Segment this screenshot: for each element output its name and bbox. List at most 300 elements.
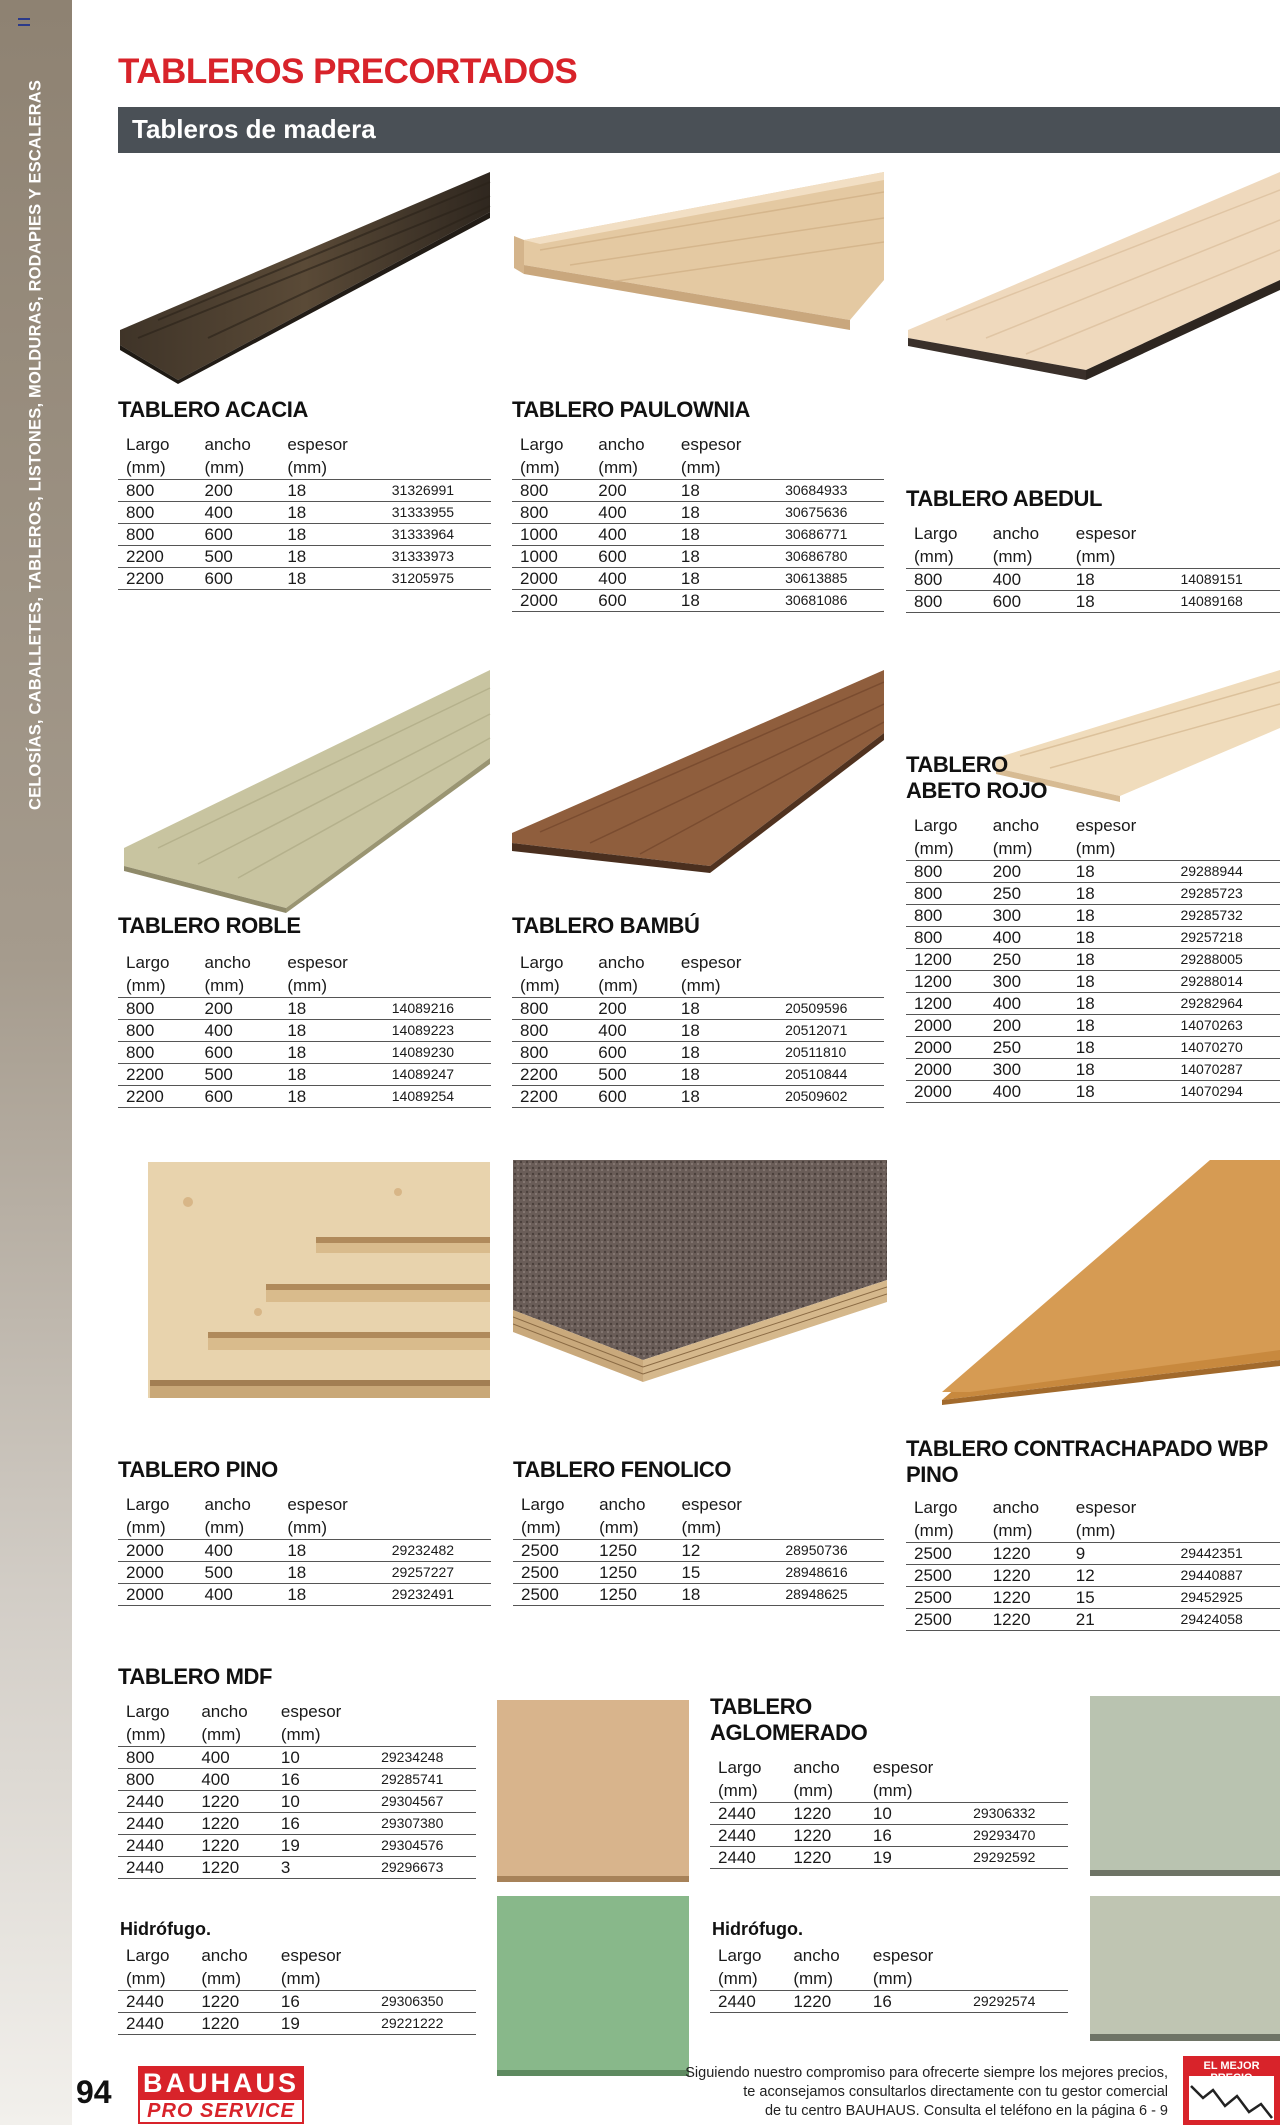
dimension-cell: 18 xyxy=(1068,1081,1173,1103)
reference-cell: 29285732 xyxy=(1172,905,1280,927)
reference-cell: 29304567 xyxy=(373,1791,476,1813)
table-row xyxy=(118,1562,491,1584)
dimension-cell: 18 xyxy=(673,568,777,590)
product-table xyxy=(118,1493,491,1606)
column-header: ancho xyxy=(793,1758,840,1777)
fenolico-board-image xyxy=(513,1160,887,1382)
dimension-cell: 1000 xyxy=(512,524,590,546)
dimension-cell: 1250 xyxy=(591,1540,673,1562)
dimension-cell: 18 xyxy=(279,1562,383,1584)
column-header: (mm) xyxy=(126,1518,166,1537)
dimension-cell: 15 xyxy=(1068,1587,1173,1609)
product-title: TABLERO CONTRACHAPADO WBP PINO xyxy=(906,1436,1268,1487)
column-header xyxy=(373,1723,476,1747)
best-price-badge xyxy=(1183,2056,1280,2125)
reference-cell: 20510844 xyxy=(777,1064,884,1086)
page-title: TABLEROS PRECORTADOS xyxy=(118,52,578,91)
dimension-cell: 250 xyxy=(985,1037,1068,1059)
table-row xyxy=(512,568,884,590)
table-row xyxy=(512,524,884,546)
dimension-cell: 400 xyxy=(985,1081,1068,1103)
column-header: Largo xyxy=(521,1495,565,1514)
dimension-cell: 800 xyxy=(512,502,590,524)
table-row xyxy=(118,998,491,1020)
dimension-cell: 600 xyxy=(197,568,280,590)
column-header: Largo xyxy=(914,816,958,835)
dimension-cell: 400 xyxy=(193,1769,273,1791)
dimension-cell: 400 xyxy=(590,524,673,546)
table-row xyxy=(512,1086,884,1108)
dimension-cell: 2440 xyxy=(118,1835,193,1857)
dimension-cell: 18 xyxy=(279,1042,383,1064)
product-abedul xyxy=(906,486,1280,613)
table-row xyxy=(906,1059,1280,1081)
column-header: espesor xyxy=(872,1946,934,1965)
column-header xyxy=(384,1493,491,1516)
dimension-cell: 1220 xyxy=(785,1847,865,1869)
reference-cell: 29285723 xyxy=(1172,883,1280,905)
dimension-cell: 600 xyxy=(197,1042,280,1064)
dimension-cell: 10 xyxy=(273,1791,373,1813)
dimension-cell: 2000 xyxy=(118,1584,197,1606)
badge-graph-icon xyxy=(1189,2076,1274,2120)
dimension-cell: 800 xyxy=(118,1042,197,1064)
product-title: TABLERO PINO xyxy=(118,1457,278,1482)
column-header: (mm) xyxy=(520,976,560,995)
logo-bottom-text: PRO SERVICE xyxy=(138,2100,304,2124)
dimension-cell: 400 xyxy=(590,1020,673,1042)
column-header: (mm) xyxy=(992,839,1033,858)
dimension-cell: 18 xyxy=(279,568,383,590)
column-header: ancho xyxy=(201,1702,248,1721)
reference-cell: 29232482 xyxy=(384,1540,491,1562)
dimension-cell: 19 xyxy=(273,2013,373,2035)
table-row xyxy=(118,568,491,590)
column-header xyxy=(777,1493,884,1516)
column-header: Largo xyxy=(126,1702,170,1721)
column-header xyxy=(373,1944,476,1967)
product-pino xyxy=(118,1457,491,1606)
dimension-cell: 18 xyxy=(279,1086,383,1108)
mdf-hidrofugo-board-image xyxy=(493,1896,689,2076)
dimension-cell: 2000 xyxy=(906,1037,985,1059)
column-header: (mm) xyxy=(793,1781,833,1800)
column-header xyxy=(777,974,884,998)
column-header: Largo xyxy=(914,524,958,543)
section-header: Tableros de madera xyxy=(118,107,1280,153)
column-header: (mm) xyxy=(204,458,245,477)
dimension-cell: 1220 xyxy=(193,1991,273,2013)
dimension-cell: 1220 xyxy=(985,1565,1068,1587)
dimension-cell: 19 xyxy=(273,1835,373,1857)
dimension-cell: 300 xyxy=(985,971,1068,993)
column-header: (mm) xyxy=(718,1781,758,1800)
column-header: espesor xyxy=(1075,816,1137,835)
table-row xyxy=(118,502,491,524)
reference-cell: 30684933 xyxy=(777,480,884,502)
reference-cell: 29424058 xyxy=(1172,1609,1280,1631)
column-header xyxy=(965,1779,1068,1803)
dimension-cell: 18 xyxy=(1068,949,1173,971)
dimension-cell: 2000 xyxy=(512,568,590,590)
column-header xyxy=(373,1967,476,1991)
column-header: Largo xyxy=(718,1758,762,1777)
table-row xyxy=(118,1086,491,1108)
dimension-cell: 400 xyxy=(985,993,1068,1015)
reference-cell: 29282964 xyxy=(1172,993,1280,1015)
dimension-cell: 400 xyxy=(197,502,280,524)
dimension-cell: 2440 xyxy=(710,1991,785,2013)
reference-cell: 31326991 xyxy=(384,480,491,502)
table-row xyxy=(118,1042,491,1064)
dimension-cell: 18 xyxy=(673,1064,777,1086)
dimension-cell: 18 xyxy=(673,1086,777,1108)
product-table xyxy=(512,951,884,1108)
table-row xyxy=(118,1991,476,2013)
reference-cell: 30686771 xyxy=(777,524,884,546)
dimension-cell: 400 xyxy=(197,1020,280,1042)
column-header: Largo xyxy=(126,435,170,454)
column-header: (mm) xyxy=(204,1518,245,1537)
dimension-cell: 18 xyxy=(1068,927,1173,949)
dimension-cell: 400 xyxy=(197,1540,280,1562)
dimension-cell: 800 xyxy=(512,480,590,502)
dimension-cell: 18 xyxy=(673,502,777,524)
product-table xyxy=(118,1700,476,1879)
dimension-cell: 18 xyxy=(279,1064,383,1086)
dimension-cell: 2440 xyxy=(118,1857,193,1879)
product-mdf-hidrofugo xyxy=(118,1919,476,2035)
dimension-cell: 1220 xyxy=(785,1991,865,2013)
dimension-cell: 3 xyxy=(273,1857,373,1879)
column-header xyxy=(965,1967,1068,1991)
reference-cell: 29292592 xyxy=(965,1847,1068,1869)
column-header: ancho xyxy=(992,1498,1040,1517)
reference-cell: 29304576 xyxy=(373,1835,476,1857)
dimension-cell: 18 xyxy=(673,1584,777,1606)
reference-cell: 29288944 xyxy=(1172,861,1280,883)
dimension-cell: 2500 xyxy=(906,1565,985,1587)
reference-cell: 14070270 xyxy=(1172,1037,1280,1059)
product-table xyxy=(118,433,491,590)
dimension-cell: 1220 xyxy=(785,1825,865,1847)
dimension-cell: 600 xyxy=(590,590,673,612)
reference-cell: 14089254 xyxy=(384,1086,491,1108)
column-header: (mm) xyxy=(1075,1521,1116,1540)
table-row xyxy=(512,1042,884,1064)
table-row xyxy=(513,1562,884,1584)
table-row xyxy=(906,1609,1280,1631)
product-contrachapado xyxy=(906,1436,1280,1631)
column-header: espesor xyxy=(1075,1498,1137,1517)
reference-cell: 29257218 xyxy=(1172,927,1280,949)
dimension-cell: 2200 xyxy=(118,568,197,590)
product-title: TABLERO ROBLE xyxy=(118,913,301,938)
dimension-cell: 16 xyxy=(273,1991,373,2013)
dimension-cell: 2500 xyxy=(906,1609,985,1631)
table-row xyxy=(512,502,884,524)
reference-cell: 30681086 xyxy=(777,590,884,612)
dimension-cell: 2000 xyxy=(906,1015,985,1037)
dimension-cell: 2440 xyxy=(710,1825,785,1847)
product-table xyxy=(513,1493,884,1606)
dimension-cell: 600 xyxy=(590,1086,673,1108)
sidebar xyxy=(0,0,72,2125)
product-title: TABLERO PAULOWNIA xyxy=(512,397,751,422)
dimension-cell: 2440 xyxy=(710,1803,785,1825)
column-header: espesor xyxy=(681,1495,742,1514)
product-table xyxy=(710,1944,1068,2013)
dimension-cell: 500 xyxy=(197,1562,280,1584)
dimension-cell: 250 xyxy=(985,949,1068,971)
column-header: ancho xyxy=(599,1495,646,1514)
product-table xyxy=(118,951,491,1108)
dimension-cell: 18 xyxy=(673,1020,777,1042)
product-subtitle: Hidrófugo. xyxy=(712,1919,803,1939)
column-header: (mm) xyxy=(914,839,954,858)
dimension-cell: 16 xyxy=(273,1813,373,1835)
column-header xyxy=(1172,814,1280,837)
dimension-cell: 19 xyxy=(865,1847,965,1869)
dimension-cell: 1220 xyxy=(785,1803,865,1825)
column-header: (mm) xyxy=(280,1969,321,1988)
table-row xyxy=(118,1584,491,1606)
product-table xyxy=(906,814,1280,1103)
reference-cell: 29307380 xyxy=(373,1813,476,1835)
dimension-cell: 2200 xyxy=(118,1086,197,1108)
product-subtitle: Hidrófugo. xyxy=(120,1919,211,1939)
column-header: (mm) xyxy=(718,1969,758,1988)
column-header xyxy=(777,456,884,480)
column-header xyxy=(777,1516,884,1540)
dimension-cell: 1220 xyxy=(193,1813,273,1835)
column-header: Largo xyxy=(520,435,564,454)
logo-top-text: BAUHAUS xyxy=(138,2066,304,2100)
dimension-cell: 1220 xyxy=(193,2013,273,2035)
table-row xyxy=(512,1064,884,1086)
column-header: (mm) xyxy=(992,547,1033,566)
column-header: (mm) xyxy=(521,1518,561,1537)
column-header: (mm) xyxy=(287,458,327,477)
column-header: ancho xyxy=(598,953,645,972)
dimension-cell: 2200 xyxy=(118,1064,197,1086)
reference-cell: 14070263 xyxy=(1172,1015,1280,1037)
table-row xyxy=(512,480,884,502)
dimension-cell: 1200 xyxy=(906,971,985,993)
dimension-cell: 16 xyxy=(865,1991,965,2013)
dimension-cell: 400 xyxy=(985,569,1068,591)
dimension-cell: 800 xyxy=(906,861,985,883)
reference-cell: 29257227 xyxy=(384,1562,491,1584)
dimension-cell: 1220 xyxy=(193,1791,273,1813)
dimension-cell: 18 xyxy=(673,546,777,568)
reference-cell: 29288005 xyxy=(1172,949,1280,971)
column-header: espesor xyxy=(287,435,348,454)
table-row xyxy=(906,927,1280,949)
dimension-cell: 10 xyxy=(273,1747,373,1769)
column-header: (mm) xyxy=(520,458,560,477)
table-row xyxy=(710,1847,1068,1869)
column-header: (mm) xyxy=(204,976,245,995)
table-row xyxy=(906,1037,1280,1059)
product-table xyxy=(710,1756,1068,1869)
dimension-cell: 600 xyxy=(985,591,1068,613)
dimension-cell: 800 xyxy=(118,1747,193,1769)
reference-cell: 29288014 xyxy=(1172,971,1280,993)
product-title: TABLERO ABEDUL xyxy=(906,486,1103,511)
dimension-cell: 400 xyxy=(197,1584,280,1606)
dimension-cell: 2000 xyxy=(906,1059,985,1081)
table-row xyxy=(118,1813,476,1835)
reference-cell: 14070287 xyxy=(1172,1059,1280,1081)
column-header: (mm) xyxy=(793,1969,833,1988)
dimension-cell: 1200 xyxy=(906,949,985,971)
dimension-cell: 400 xyxy=(590,502,673,524)
product-fenolico xyxy=(513,1457,884,1606)
dimension-cell: 12 xyxy=(1068,1565,1173,1587)
reference-cell: 30686780 xyxy=(777,546,884,568)
aglomerado-board-image xyxy=(1086,1696,1280,1876)
table-row xyxy=(906,1587,1280,1609)
dimension-cell: 1220 xyxy=(985,1587,1068,1609)
column-header xyxy=(384,433,491,456)
column-header xyxy=(1172,545,1280,569)
column-header xyxy=(384,456,491,480)
dimension-cell: 1220 xyxy=(985,1543,1068,1565)
reference-cell: 14089247 xyxy=(384,1064,491,1086)
reference-cell: 14089216 xyxy=(384,998,491,1020)
column-header: (mm) xyxy=(126,458,166,477)
dimension-cell: 10 xyxy=(865,1803,965,1825)
reference-cell: 31333964 xyxy=(384,524,491,546)
dimension-cell: 18 xyxy=(1068,971,1173,993)
dimension-cell: 2500 xyxy=(513,1584,591,1606)
reference-cell: 14089230 xyxy=(384,1042,491,1064)
dimension-cell: 18 xyxy=(673,1042,777,1064)
reference-cell: 28950736 xyxy=(777,1540,884,1562)
dimension-cell: 300 xyxy=(985,905,1068,927)
dimension-cell: 400 xyxy=(590,568,673,590)
table-row xyxy=(906,949,1280,971)
roble-board-image xyxy=(118,668,492,913)
column-header: (mm) xyxy=(680,976,721,995)
column-header xyxy=(965,1944,1068,1967)
dimension-cell: 2200 xyxy=(118,546,197,568)
column-header xyxy=(373,1700,476,1723)
dimension-cell: 16 xyxy=(865,1825,965,1847)
column-header: (mm) xyxy=(126,976,166,995)
reference-cell: 20509602 xyxy=(777,1086,884,1108)
product-title: TABLERO ACACIA xyxy=(118,397,308,422)
dimension-cell: 800 xyxy=(118,480,197,502)
product-mdf xyxy=(118,1664,476,1879)
dimension-cell: 18 xyxy=(1068,569,1173,591)
dimension-cell: 18 xyxy=(1068,591,1173,613)
column-header: (mm) xyxy=(914,1521,954,1540)
dimension-cell: 18 xyxy=(279,502,383,524)
dimension-cell: 200 xyxy=(197,998,280,1020)
dimension-cell: 800 xyxy=(906,569,985,591)
dimension-cell: 2200 xyxy=(512,1064,590,1086)
dimension-cell: 9 xyxy=(1068,1543,1173,1565)
column-header xyxy=(1172,837,1280,861)
dimension-cell: 400 xyxy=(193,1747,273,1769)
column-header: Largo xyxy=(126,1946,170,1965)
reference-cell: 30613885 xyxy=(777,568,884,590)
reference-cell: 29221222 xyxy=(373,2013,476,2035)
reference-cell: 29293470 xyxy=(965,1825,1068,1847)
dimension-cell: 1000 xyxy=(512,546,590,568)
dimension-cell: 800 xyxy=(906,591,985,613)
dimension-cell: 2440 xyxy=(118,1813,193,1835)
product-aglomerado-hidrofugo xyxy=(710,1919,1068,2013)
dimension-cell: 250 xyxy=(985,883,1068,905)
product-table xyxy=(906,522,1280,613)
table-row xyxy=(118,1540,491,1562)
table-row xyxy=(512,590,884,612)
dimension-cell: 18 xyxy=(279,546,383,568)
column-header xyxy=(777,951,884,974)
dimension-cell: 800 xyxy=(118,524,197,546)
dimension-cell: 800 xyxy=(512,998,590,1020)
table-row xyxy=(906,1565,1280,1587)
dimension-cell: 2500 xyxy=(513,1540,591,1562)
column-header xyxy=(384,951,491,974)
column-header xyxy=(777,433,884,456)
reference-cell: 29232491 xyxy=(384,1584,491,1606)
column-header: (mm) xyxy=(872,1781,913,1800)
reference-cell: 14089168 xyxy=(1172,591,1280,613)
reference-cell: 30675636 xyxy=(777,502,884,524)
dimension-cell: 2440 xyxy=(710,1847,785,1869)
column-header: (mm) xyxy=(680,458,721,477)
reference-cell: 31205975 xyxy=(384,568,491,590)
sidebar-category-text: CELOSÍAS, CABALLETES, TABLEROS, LISTONES, MOLDURAS, RODAPIES Y ESCALERAS xyxy=(26,79,45,811)
product-aglomerado xyxy=(710,1694,1068,1869)
reference-cell: 29440887 xyxy=(1172,1565,1280,1587)
column-header: (mm) xyxy=(280,1725,321,1744)
column-header: (mm) xyxy=(126,1725,166,1744)
reference-cell: 14089151 xyxy=(1172,569,1280,591)
menu-icon xyxy=(18,18,30,26)
column-header: (mm) xyxy=(914,547,954,566)
column-header: espesor xyxy=(287,953,348,972)
reference-cell: 29452925 xyxy=(1172,1587,1280,1609)
reference-cell: 29285741 xyxy=(373,1769,476,1791)
dimension-cell: 2440 xyxy=(118,1791,193,1813)
dimension-cell: 1220 xyxy=(193,1857,273,1879)
dimension-cell: 2440 xyxy=(118,1991,193,2013)
table-row xyxy=(118,1769,476,1791)
dimension-cell: 2500 xyxy=(513,1562,591,1584)
column-header xyxy=(1172,1519,1280,1543)
table-row xyxy=(906,1081,1280,1103)
product-paulownia xyxy=(512,397,884,612)
dimension-cell: 18 xyxy=(1068,993,1173,1015)
table-row xyxy=(710,1991,1068,2013)
reference-cell: 29442351 xyxy=(1172,1543,1280,1565)
dimension-cell: 1250 xyxy=(591,1562,673,1584)
product-title: TABLERO AGLOMERADO xyxy=(710,1694,868,1745)
column-header: (mm) xyxy=(681,1518,722,1537)
table-row xyxy=(118,524,491,546)
table-row xyxy=(906,993,1280,1015)
column-header: ancho xyxy=(793,1946,840,1965)
column-header: espesor xyxy=(280,1702,342,1721)
dimension-cell: 400 xyxy=(985,927,1068,949)
dimension-cell: 800 xyxy=(906,905,985,927)
dimension-cell: 200 xyxy=(590,480,673,502)
